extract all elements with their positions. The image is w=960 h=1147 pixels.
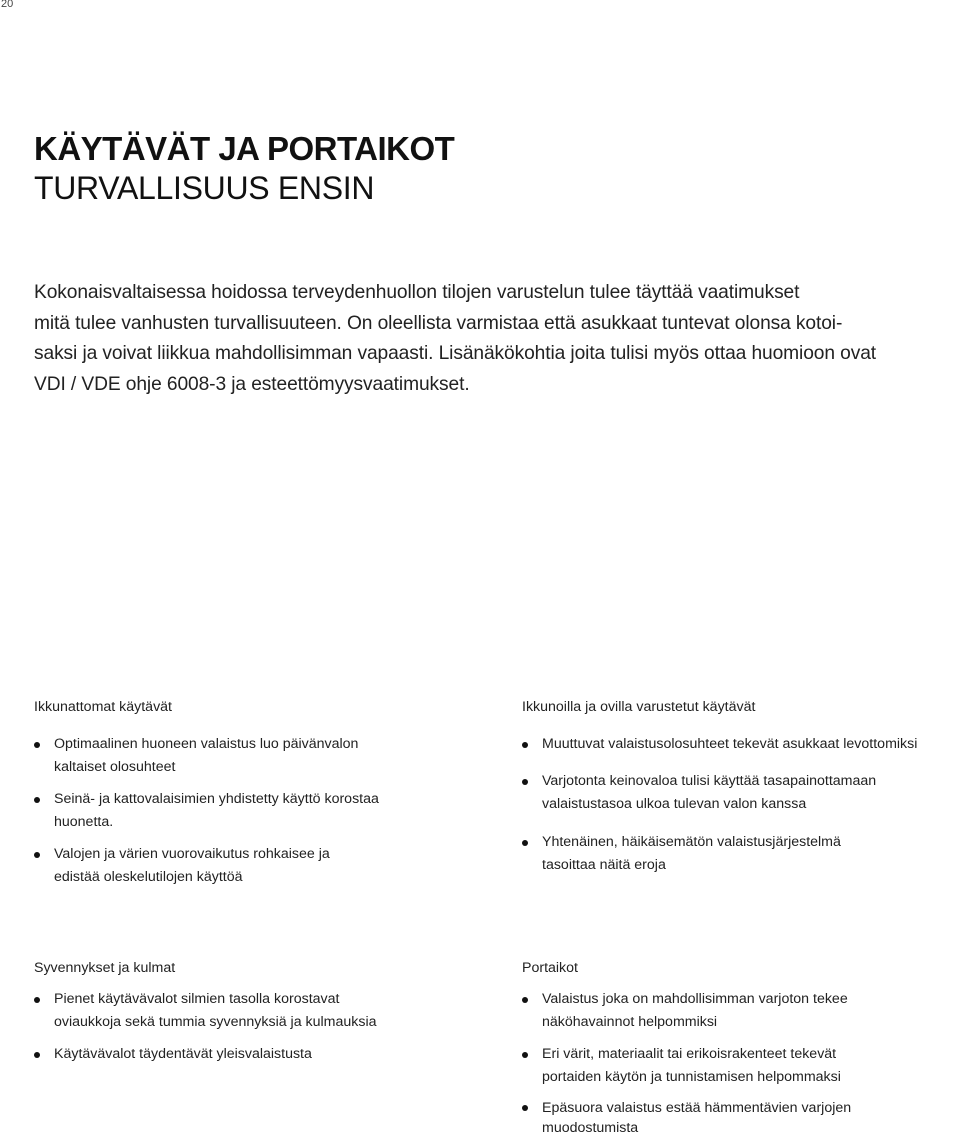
page-subtitle: TURVALLISUUS ENSIN xyxy=(34,170,375,206)
bullet-icon xyxy=(522,779,528,785)
section-title: Syvennykset ja kulmat xyxy=(34,960,176,976)
bullet-list xyxy=(522,988,960,1138)
list-item xyxy=(34,988,474,1034)
list-item xyxy=(34,788,474,834)
section-title: Ikkunattomat käytävät xyxy=(34,699,173,715)
bullet-icon xyxy=(522,997,528,1003)
list-item xyxy=(522,770,960,816)
list-item-text: Varjotonta keinovaloa tulisi käyttää tasapainottamaan xyxy=(542,773,877,789)
bullet-list xyxy=(34,988,474,1066)
list-item xyxy=(34,733,474,779)
bullet-icon xyxy=(34,997,40,1003)
section-windowless-corridors xyxy=(34,697,474,898)
section-title: Portaikot xyxy=(522,960,578,976)
bullet-icon xyxy=(522,1052,528,1058)
list-item-text: tasoittaa näitä eroja xyxy=(542,857,666,873)
list-item-text: Yhtenäinen, häikäisemätön valaistusjärjestelmä xyxy=(542,834,841,850)
list-item-text: Pienet käytävävalot silmien tasolla korostavat xyxy=(54,991,340,1007)
list-item-text: Valaistus joka on mahdollisimman varjoton tekee xyxy=(542,991,848,1007)
list-item-text: Käytävävalot täydentävät yleisvalaistusta xyxy=(54,1046,312,1062)
list-item xyxy=(34,1043,474,1066)
list-item-text: Eri värit, materiaalit tai erikoisrakenteet tekevät xyxy=(542,1046,837,1062)
list-item xyxy=(34,843,474,889)
intro-line: mitä tulee vanhusten turvallisuuteen. On oleellista varmistaa että asukkaat tuntevat olonsa kotoi- xyxy=(34,312,843,334)
bullet-icon xyxy=(34,797,40,803)
bullet-icon xyxy=(34,742,40,748)
bullet-icon xyxy=(522,840,528,846)
list-item-text: Optimaalinen huoneen valaistus luo päivänvalon xyxy=(54,736,359,752)
intro-paragraph xyxy=(34,278,960,400)
section-stairways xyxy=(522,958,960,1147)
list-item xyxy=(522,831,960,877)
list-item-text: portaiden käytön ja tunnistamisen helpommaksi xyxy=(542,1069,841,1085)
section-title: Ikkunoilla ja ovilla varustetut käytävät xyxy=(522,699,756,715)
list-item-text: näköhavainnot helpommiksi xyxy=(542,1014,718,1030)
intro-line: saksi ja voivat liikkua mahdollisimman vapaasti. Lisänäkökohtia joita tulisi myös ottaa huomioon ovat xyxy=(34,343,877,364)
list-item-text: oviaukkoja sekä tummia syvennyksiä ja kulmauksia xyxy=(54,1014,377,1030)
bullet-icon xyxy=(522,742,528,748)
list-item-text: kaltaiset olosuhteet xyxy=(54,759,176,775)
list-item xyxy=(522,1098,960,1138)
list-item-text: Valojen ja värien vuorovaikutus rohkaisee ja xyxy=(54,846,330,862)
list-item-text: edistää oleskelutilojen käyttöä xyxy=(54,869,243,885)
section-windowed-corridors xyxy=(522,697,960,886)
bullet-icon xyxy=(34,1052,40,1058)
list-item-text: Seinä- ja kattovalaisimien yhdistetty käyttö korostaa xyxy=(54,791,379,807)
bullet-list xyxy=(34,733,474,889)
list-item xyxy=(522,1043,960,1089)
bullet-icon xyxy=(34,852,40,858)
intro-line: VDI / VDE ohje 6008-3 ja esteettömyysvaatimukset. xyxy=(34,373,470,395)
bullet-list xyxy=(522,733,960,877)
page-number: 20 xyxy=(1,0,14,10)
list-item-text: huonetta. xyxy=(54,814,114,830)
page-title: KÄYTÄVÄT JA PORTAIKOT xyxy=(34,130,455,167)
list-item-text: Muuttuvat valaistusolosuhteet tekevät asukkaat levottomiksi xyxy=(542,736,918,752)
intro-line: Kokonaisvaltaisessa hoidossa terveydenhuollon tilojen varustelun tulee täyttää vaatimukset xyxy=(34,282,800,303)
list-item-text: valaistustasoa ulkoa tulevan valon kanssa xyxy=(542,796,807,812)
list-item-text: muodostumista xyxy=(542,1120,639,1136)
list-item-text: Epäsuora valaistus estää hämmentävien varjojen xyxy=(542,1100,852,1116)
list-item xyxy=(522,988,960,1034)
bullet-icon xyxy=(522,1105,528,1111)
list-item xyxy=(522,733,960,756)
section-alcoves-corners xyxy=(34,958,474,1075)
